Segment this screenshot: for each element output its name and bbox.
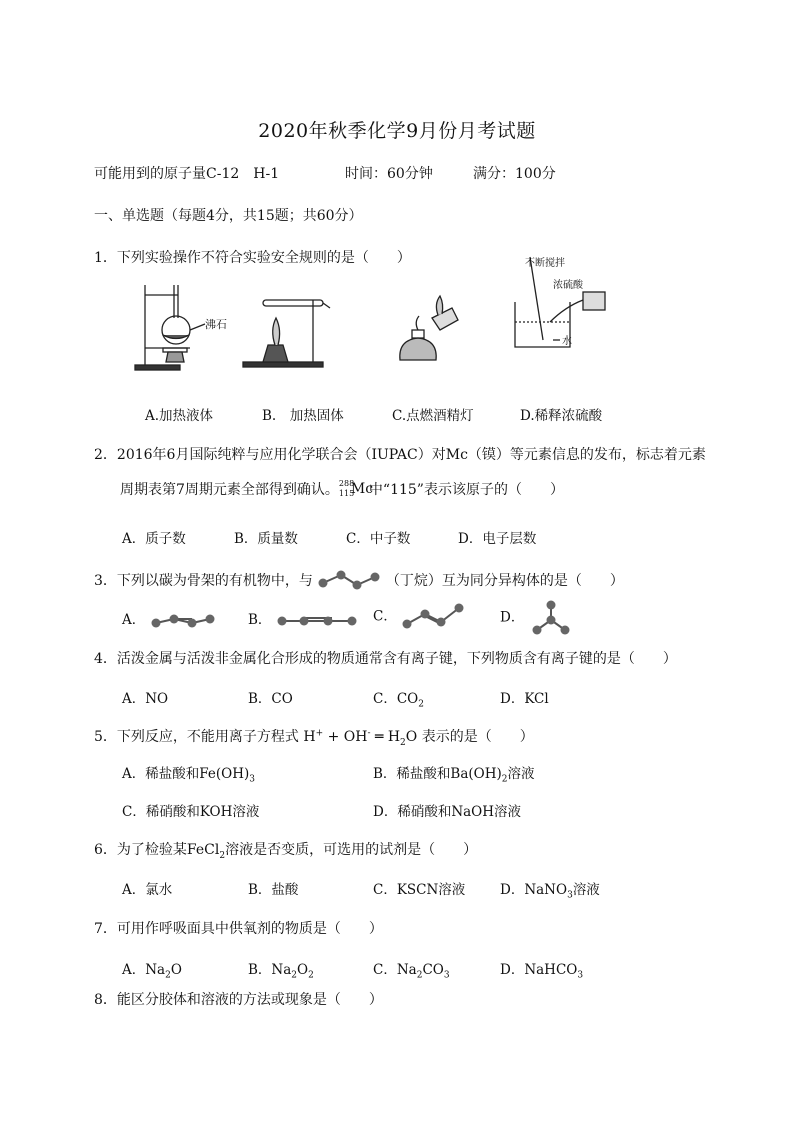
q5-option-b-tail: 溶液 (507, 766, 535, 782)
q7-c-2: CO (422, 962, 444, 978)
q5-option-a-sub: 3 (249, 774, 255, 785)
q6-stem-sub: 2 (219, 850, 226, 861)
q2-option-b: B．质量数 (234, 531, 298, 547)
q5-option-b-text: B．稀盐酸和Ba(OH) (373, 766, 502, 782)
q5-stem-part: O 表示的是（ ） (405, 729, 534, 745)
q7-d-sub: 3 (577, 970, 584, 981)
q5-stem-part: 5．下列反应，不能用离子方程式 H (94, 729, 316, 745)
q3-option-d-label: D． (500, 609, 525, 626)
water-label: 水 (562, 336, 572, 347)
q5-option-a (122, 762, 255, 785)
q2-stem-pre: 周期表第7周期元素全部得到确认。 (120, 482, 339, 498)
question-6-stem (94, 839, 477, 861)
q5-stem-part: + OH (323, 729, 368, 745)
q7-b-sub2: 2 (308, 970, 314, 981)
q6-option-b: B．盐酸 (248, 882, 299, 898)
q7-a-sub: 2 (165, 970, 171, 981)
question-5-stem (94, 726, 534, 748)
heating-liquid-figure (130, 280, 240, 375)
element-symbol: Mc (350, 481, 374, 497)
q7-option-c (373, 958, 450, 981)
q7-option-d (500, 958, 583, 981)
q7-b-2: O (297, 962, 309, 978)
q7-c-sub: 2 (416, 970, 423, 981)
q4-option-b: B．CO (248, 691, 293, 707)
q5-option-b (373, 762, 535, 785)
q4-option-c-sub: 2 (418, 699, 424, 710)
q4-option-c-text: C．CO (373, 691, 419, 707)
q5-option-d-text: D．稀硝酸和NaOH溶液 (373, 804, 522, 820)
question-3-stem (94, 569, 624, 593)
q4-option-a: A．NO (122, 691, 169, 707)
q5-option-b-sub: 2 (501, 774, 508, 785)
full-score: 满分：100分 (473, 166, 556, 182)
q6-stem-part: 溶液是否变质，可选用的试剂是（ ） (225, 842, 478, 858)
q6-option-d-text: D．NaNO (500, 882, 568, 898)
q3-option-d (500, 600, 573, 636)
question-4-stem: 4．活泼金属与活泼非金属化合形成的物质通常含有离子键，下列物质含有离子键的是（ ） (94, 651, 677, 667)
atomic-mass-note: 可能用到的原子量C-12 H-1 (94, 166, 280, 182)
section-heading: 一、单选题（每题4分，共15题；共60分） (94, 208, 363, 224)
q2-stem-post: 中“115”表示该原子的（ ） (368, 482, 564, 498)
q2-option-a: A．质子数 (122, 531, 186, 547)
q5-stem-sub: 2 (400, 737, 406, 748)
q3-stem-pre: 3．下列以碳为骨架的有机物中，与 (94, 573, 313, 589)
molecule-c-icon (401, 602, 467, 632)
q6-option-c: C．KSCN溶液 (373, 882, 466, 898)
q5-stem-sup: - (367, 728, 371, 739)
q1-option-c: C.点燃酒精灯 (392, 408, 474, 424)
q5-stem-sup: + (315, 728, 324, 739)
q3-option-a-label: A． (122, 612, 146, 628)
q5-option-a-text: A．稀盐酸和Fe(OH) (122, 766, 250, 782)
q1-option-d: D.稀释浓硫酸 (520, 408, 603, 424)
stir-label: 不断搅拌 (525, 258, 565, 269)
q5-stem-part: ═ H (370, 729, 401, 745)
question-2-stem-line2 (120, 479, 564, 499)
q7-c-sub2: 3 (443, 970, 450, 981)
mass-number: 288 (338, 479, 355, 488)
diluting-sulfuric-acid-figure (505, 252, 615, 357)
q7-a-1: A．Na (122, 962, 166, 978)
q5-option-c (122, 800, 259, 820)
q7-c-1: C．Na (373, 962, 417, 978)
q7-option-a (122, 958, 182, 981)
q7-option-b (248, 958, 314, 981)
q1-option-b: B. 加热固体 (262, 408, 344, 424)
q7-b-1: B．Na (248, 962, 292, 978)
question-1-stem: 1．下列实验操作不符合实验安全规则的是（ ） (94, 250, 411, 266)
q3-option-b-label: B． (248, 612, 272, 628)
q5-option-c-text: C．稀硝酸和KOH溶液 (122, 804, 260, 820)
isotope-notation (338, 479, 374, 498)
q6-stem-part: 6．为了检验某FeCl (94, 842, 220, 858)
q1-option-a: A.加热液体 (145, 408, 214, 424)
molecule-b-icon (276, 611, 358, 631)
q7-a-2: O (170, 962, 182, 978)
q3-option-b (248, 608, 358, 631)
butane-molecule-icon (317, 569, 381, 593)
boiling-stone-label: 沸石 (205, 318, 227, 331)
molecule-a-icon (150, 611, 216, 631)
question-8-stem: 8．能区分胶体和溶液的方法或现象是（ ） (94, 992, 383, 1008)
q5-option-d (373, 800, 521, 820)
question-7-stem: 7．可用作呼吸面具中供氧剂的物质是（ ） (94, 921, 383, 937)
q6-option-d-tail: 溶液 (572, 882, 600, 898)
page-title: 2020年秋季化学9月份月考试题 (258, 120, 536, 142)
question-2-stem-line1: 2．2016年6月国际纯粹与应用化学联合会（IUPAC）对Mc（镆）等元素信息的发布，标志着元素 (94, 447, 706, 463)
q2-option-d: D．电子层数 (458, 531, 537, 547)
q3-option-c-label: C． (373, 608, 397, 625)
time-limit: 时间：60分钟 (345, 166, 433, 182)
q6-option-a: A．氯水 (122, 882, 173, 898)
acid-label: 浓硫酸 (553, 280, 583, 291)
lighting-alcohol-lamp-figure (390, 290, 470, 370)
q3-stem-post: （丁烷）互为同分异构体的是（ ） (385, 573, 624, 589)
q7-b-sub: 2 (291, 970, 298, 981)
molecule-d-icon (529, 600, 573, 636)
q4-option-d: D．KCl (500, 691, 549, 707)
heating-solid-figure (238, 290, 338, 370)
q7-d-1: D．NaHCO (500, 962, 578, 978)
atomic-number: 115 (338, 489, 355, 498)
q2-option-c: C．中子数 (346, 531, 411, 547)
q3-option-a (122, 608, 216, 631)
q6-option-d-sub: 3 (567, 890, 573, 901)
q4-option-c (373, 687, 424, 710)
q3-option-c (373, 602, 467, 632)
q6-option-d (500, 878, 600, 901)
